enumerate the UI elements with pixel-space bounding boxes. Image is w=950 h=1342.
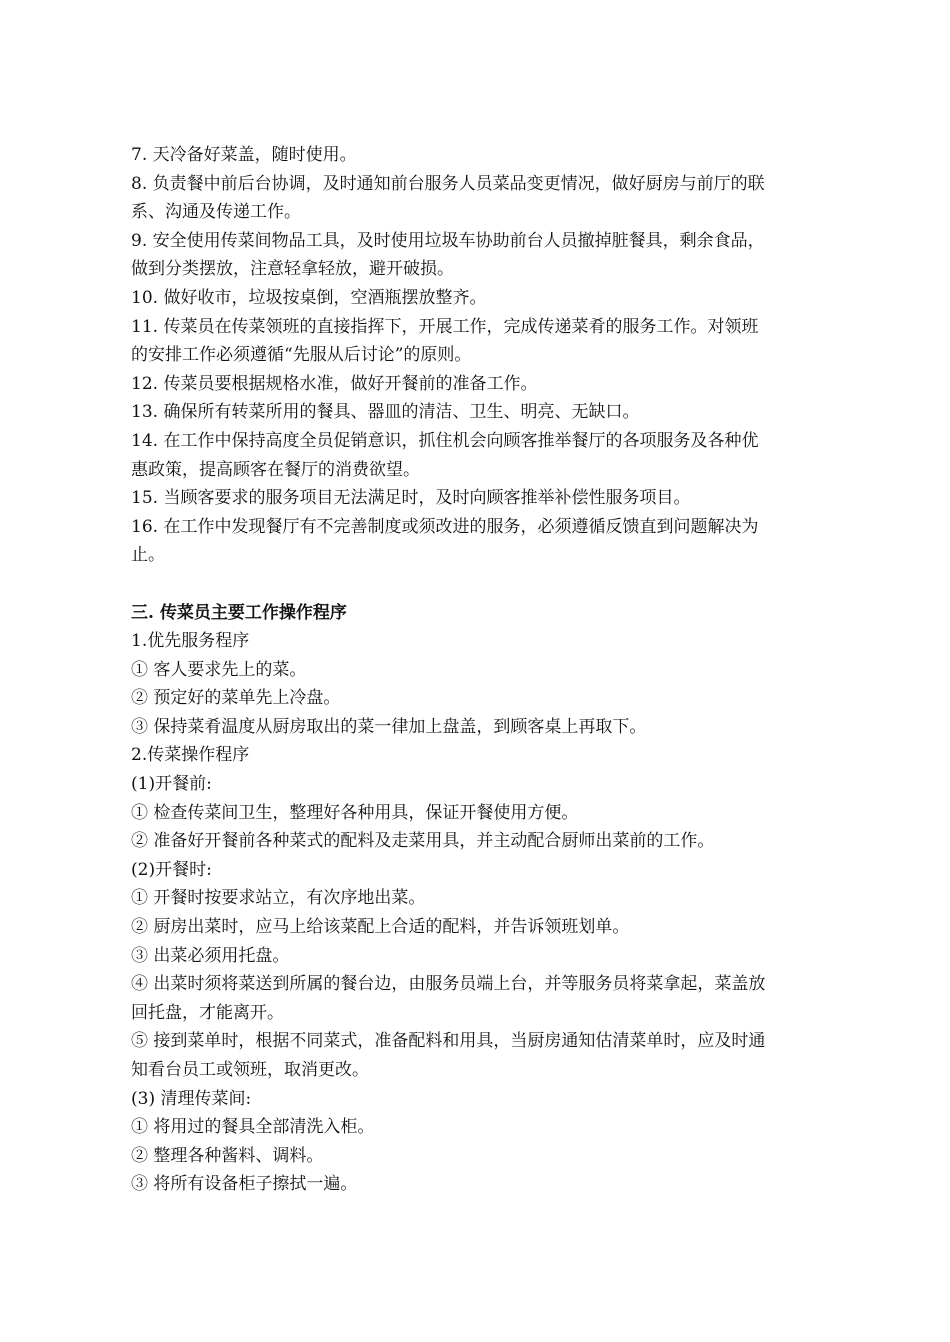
duty-item-13: 13. 确保所有转菜所用的餐具、器皿的清洁、卫生、明亮、无缺口。 [131,402,640,423]
procedure-item: ① 客人要求先上的菜。 [131,659,307,680]
procedure-item: ① 将用过的餐具全部清洗入柜。 [131,1117,375,1138]
section-heading: 三. 传菜员主要工作操作程序 [131,602,347,623]
procedure-item: ③ 将所有设备柜子擦拭一遍。 [131,1174,358,1195]
procedure-item: ⑤ 接到菜单时，根据不同菜式，准备配料和用具，当厨房通知估清菜单时，应及时通 知看台员工或领班，取消更改。 [131,1031,766,1080]
duty-item-12: 12. 传菜员要根据规格水准，做好开餐前的准备工作。 [131,373,538,394]
duty-item-14: 14. 在工作中保持高度全员促销意识，抓住机会向顾客推举餐厅的各项服务及各种优 惠政策，提高顾客在餐厅的消费欲望。 [131,430,759,480]
procedure-item: ③ 保持菜肴温度从厨房取出的菜一律加上盘盖，到顾客桌上再取下。 [131,716,647,737]
procedure-item: ② 预定好的菜单先上冷盘。 [131,688,341,709]
procedure-title-serving: 2.传菜操作程序 [131,745,250,766]
procedure-item: ② 厨房出菜时，应马上给该菜配上合适的配料，并告诉领班划单。 [131,917,630,938]
duty-item-16: 16. 在工作中发现餐厅有不完善制度或须改进的服务，必须遵循反馈直到问题解决为 止。 [131,516,759,566]
duty-item-10: 10. 做好收市，垃圾按桌倒，空酒瓶摆放整齐。 [131,287,487,308]
document-page [131,141,823,1199]
blank-line [131,570,823,599]
procedure-item: ② 准备好开餐前各种菜式的配料及走菜用具，并主动配合厨师出菜前的工作。 [131,831,715,852]
procedure-item: ① 检查传菜间卫生，整理好各种用具，保证开餐使用方便。 [131,802,579,823]
procedure-item: ① 开餐时按要求站立，有次序地出菜。 [131,888,426,909]
duties-list [131,141,823,570]
procedure-item: ④ 出菜时须将菜送到所属的餐台边，由服务员端上台，并等服务员将菜拿起，菜盖放 回托盘，才能离开。 [131,974,766,1023]
procedure-item: ③ 出菜必须用托盘。 [131,945,290,966]
duty-item-11: 11. 传菜员在传菜领班的直接指挥下，开展工作，完成传递菜肴的服务工作。对领班 的安排工作必须遵循“先服从后讨论”的原则。 [131,316,759,366]
procedure-item: ② 整理各种酱料、调料。 [131,1145,324,1166]
duty-item-15: 15. 当顾客要求的服务项目无法满足时，及时向顾客推举补偿性服务项目。 [131,488,691,509]
duty-item-9: 9. 安全使用传菜间物品工具，及时使用垃圾车协助前台人员撤掉脏餐具，剩余食品， 做到分类摆放，注意轻拿轻放，避开破损。 [131,230,765,280]
procedure-subtitle: (1)开餐前: [131,774,212,795]
duty-item-7: 7. 天冷备好菜盖，随时使用。 [131,145,357,165]
procedures-list [131,627,823,1199]
procedure-subtitle: (2)开餐时: [131,859,212,880]
duty-item-8: 8. 负责餐中前后台协调，及时通知前台服务人员菜品变更情况，做好厨房与前厅的联 系、沟通及传递工作。 [131,173,765,223]
procedure-subtitle: (3) 清理传菜间: [131,1088,252,1109]
procedure-title-priority: 1.优先服务程序 [131,631,250,652]
